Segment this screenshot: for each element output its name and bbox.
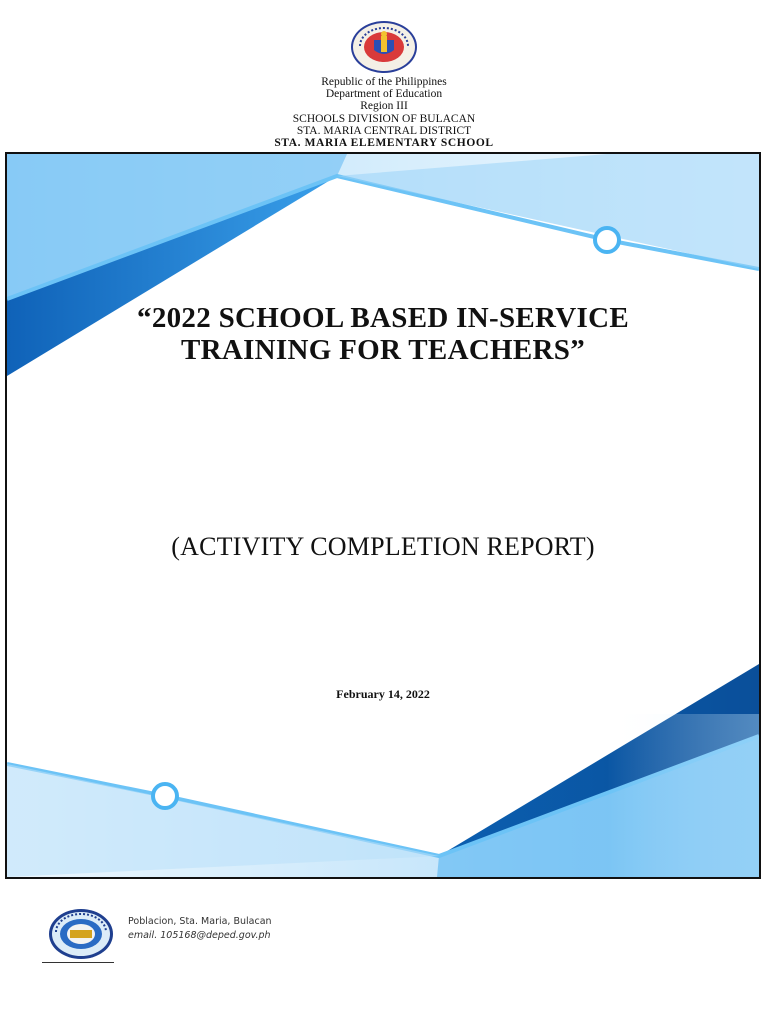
division-line: SCHOOLS DIVISION OF BULACAN [292, 112, 476, 125]
title-line-2: TRAINING FOR TEACHERS” [180, 334, 586, 367]
district-line: STA. MARIA CENTRAL DISTRICT [296, 124, 472, 137]
report-subtitle: (ACTIVITY COMPLETION REPORT) [171, 532, 595, 561]
cover-background [7, 154, 759, 877]
report-title [7, 302, 759, 367]
footer-email: email. 105168@deped.gov.ph [128, 929, 271, 941]
letterhead [0, 77, 768, 150]
region-line: Region III [360, 100, 408, 113]
footer-contact [128, 915, 272, 943]
cover-page [5, 152, 761, 879]
footer-divider [42, 962, 114, 963]
report-date: February 14, 2022 [336, 687, 430, 701]
school-name: STA. MARIA ELEMENTARY SCHOOL [274, 136, 494, 149]
footer-address: Poblacion, Sta. Maria, Bulacan [128, 916, 272, 927]
title-line-1: “2022 SCHOOL BASED IN-SERVICE [137, 302, 629, 334]
school-seal-icon [48, 908, 114, 960]
department-line: Department of Education [325, 88, 443, 101]
country-line: Republic of the Philippines [321, 76, 447, 88]
deped-seal-icon [350, 20, 418, 74]
